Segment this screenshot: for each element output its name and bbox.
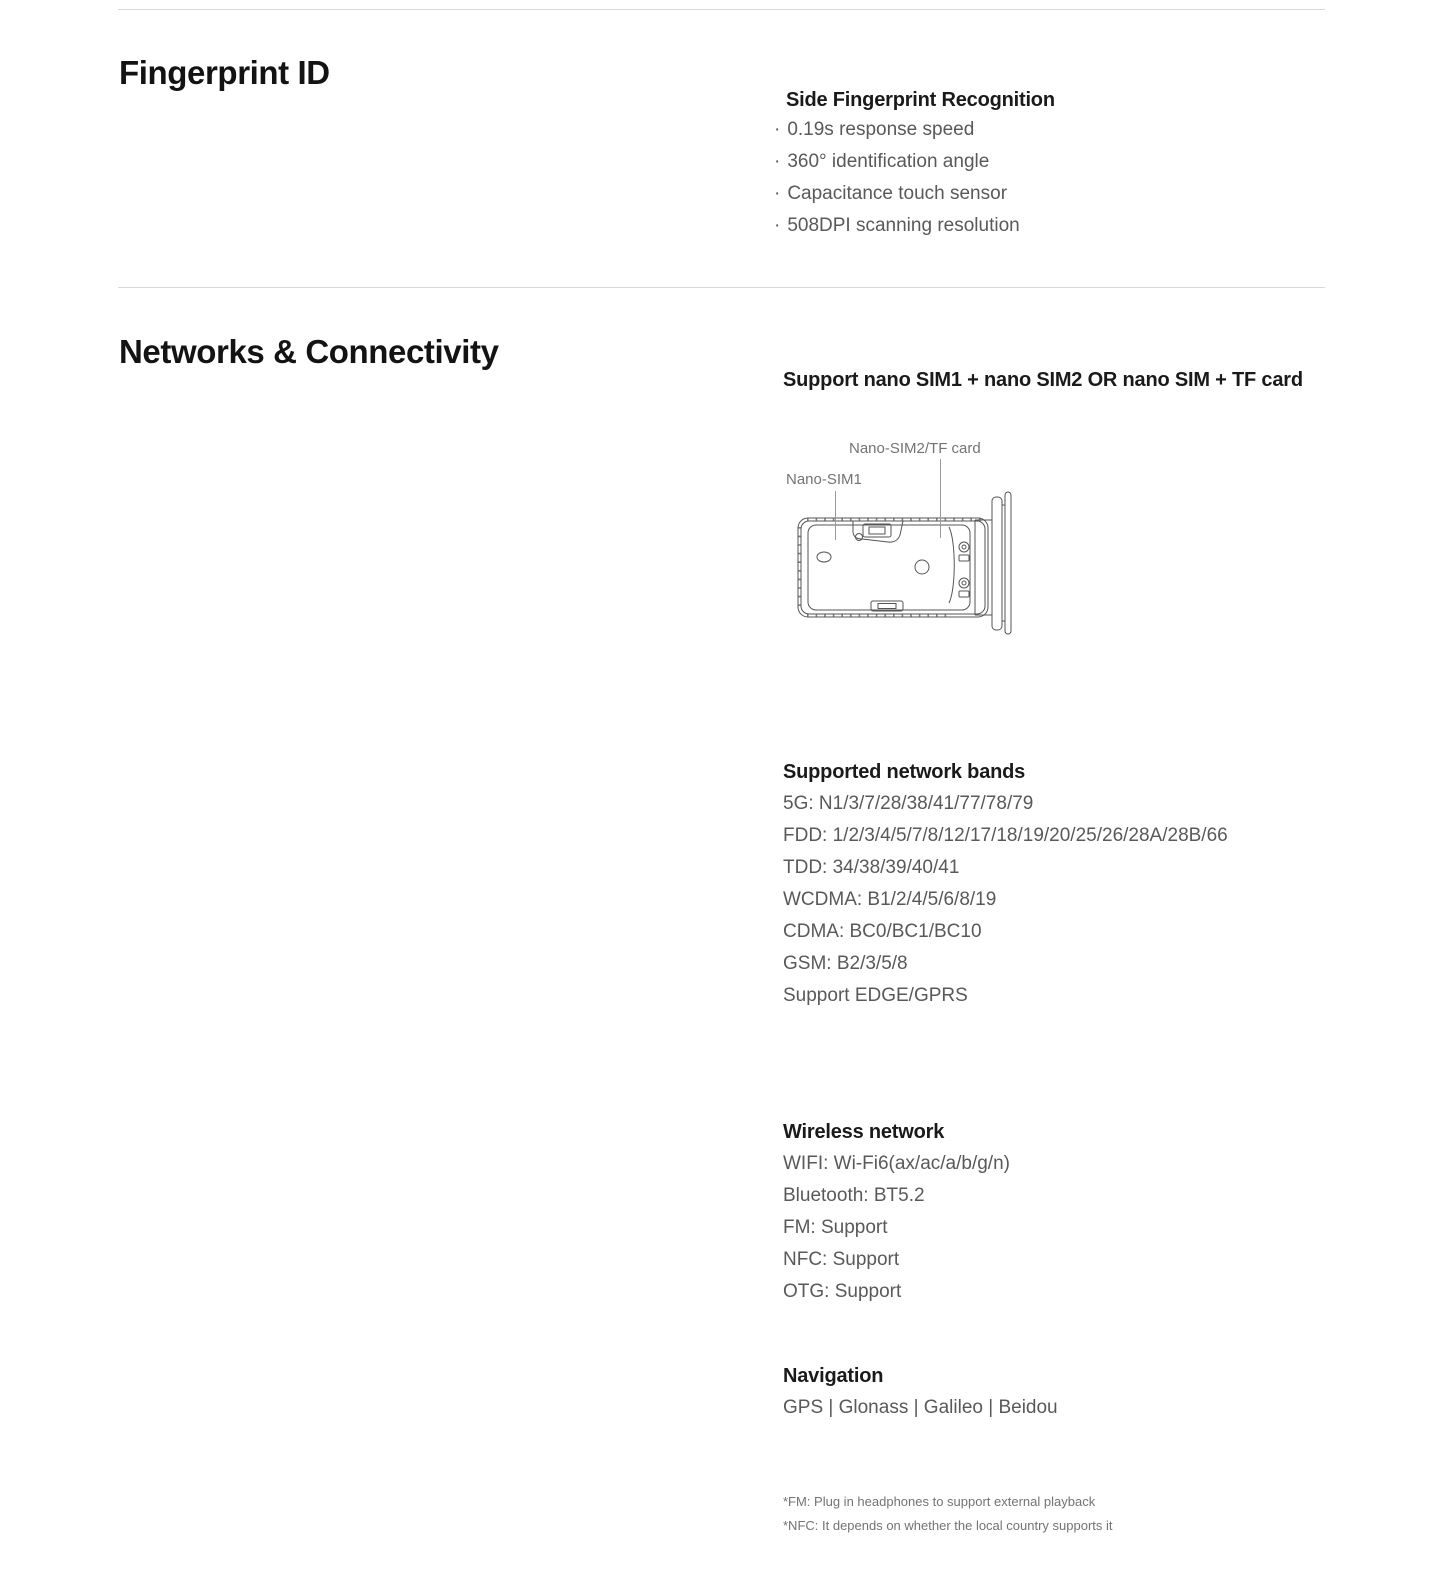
spec-line: FDD: 1/2/3/4/5/7/8/12/17/18/19/20/25/26/28A/28B/66 xyxy=(783,825,1228,846)
spec-line: GPS | Glonass | Galileo | Beidou xyxy=(783,1397,1058,1418)
leader-line-sim1 xyxy=(835,491,836,540)
leader-line-sim2 xyxy=(940,459,941,538)
sim1-hole xyxy=(817,552,831,562)
networks-section-title: Networks & Connectivity xyxy=(119,333,499,370)
footnote-line: *NFC: It depends on whether the local country supports it xyxy=(783,1518,1113,1533)
spring-contact xyxy=(959,542,969,552)
bullet-dot: · xyxy=(774,119,781,140)
spec-line: OTG: Support xyxy=(783,1281,902,1302)
tray-outline xyxy=(798,518,988,617)
spec-line: NFC: Support xyxy=(783,1249,900,1270)
spec-line: GSM: B2/3/5/8 xyxy=(783,953,908,974)
spring-contact xyxy=(959,578,969,588)
tray-cap-inner xyxy=(992,497,1002,630)
network-bands-heading: Supported network bands xyxy=(783,761,1026,783)
side-fingerprint-heading: Side Fingerprint Recognition xyxy=(786,89,1055,111)
sim2-hole xyxy=(915,560,929,574)
bullet-dot: · xyxy=(774,151,781,172)
feature-text: 508DPI scanning resolution xyxy=(787,215,1020,236)
section-divider xyxy=(118,9,1325,10)
feature-text: 360° identification angle xyxy=(787,151,990,172)
section-divider xyxy=(118,287,1325,288)
footnote-line: *FM: Plug in headphones to support external playback xyxy=(783,1494,1096,1509)
list-item xyxy=(774,178,1020,210)
navigation-group xyxy=(783,1360,1058,1424)
fingerprint-section-title: Fingerprint ID xyxy=(119,54,330,91)
feature-text: 0.19s response speed xyxy=(787,119,975,140)
list-item xyxy=(774,210,1020,242)
sim-seat-area xyxy=(808,525,970,610)
sim2-label: Nano-SIM2/TF card xyxy=(849,440,981,457)
wireless-network-group xyxy=(783,1116,1010,1308)
tf-card-edge xyxy=(949,527,954,603)
spec-line: CDMA: BC0/BC1/BC10 xyxy=(783,921,982,942)
list-item xyxy=(774,146,1020,178)
list-item xyxy=(774,114,1020,146)
sim1-label: Nano-SIM1 xyxy=(786,471,862,488)
wireless-network-heading: Wireless network xyxy=(783,1121,945,1143)
tray-cap-outer xyxy=(1005,492,1011,634)
spec-line: Bluetooth: BT5.2 xyxy=(783,1185,925,1206)
sim-tray-diagram xyxy=(783,485,1023,640)
spec-line: TDD: 34/38/39/40/41 xyxy=(783,857,960,878)
bullet-dot: · xyxy=(774,183,781,204)
spec-line: WIFI: Wi-Fi6(ax/ac/a/b/g/n) xyxy=(783,1153,1010,1174)
bullet-dot: · xyxy=(774,215,781,236)
spec-line: FM: Support xyxy=(783,1217,888,1238)
fingerprint-feature-list xyxy=(774,114,1020,242)
sim-support-heading: Support nano SIM1 + nano SIM2 OR nano SIM + TF card xyxy=(783,369,1303,391)
navigation-heading: Navigation xyxy=(783,1365,884,1387)
footnotes xyxy=(783,1490,1113,1538)
spec-line: WCDMA: B1/2/4/5/6/8/19 xyxy=(783,889,997,910)
spec-line: Support EDGE/GPRS xyxy=(783,985,968,1006)
spec-line: 5G: N1/3/7/28/38/41/77/78/79 xyxy=(783,793,1034,814)
feature-text: Capacitance touch sensor xyxy=(787,183,1008,204)
network-bands-group xyxy=(783,756,1228,1012)
